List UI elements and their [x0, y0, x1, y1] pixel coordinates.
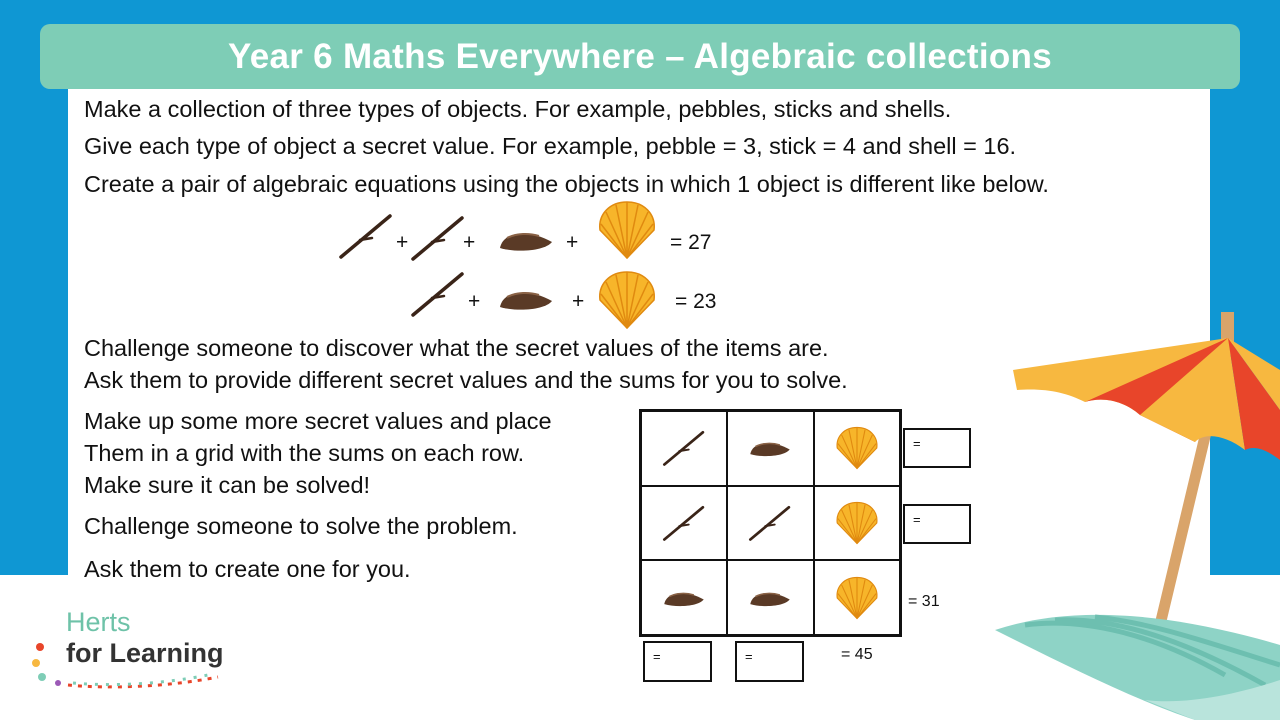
plus-sign: + [463, 231, 476, 254]
row-3-sum-label: = 31 [908, 593, 940, 610]
plus-sign: + [396, 231, 409, 254]
logo-herts: Herts [66, 607, 131, 637]
grid-text-line-3: Make sure it can be solved! [84, 472, 371, 498]
grid-cell-pebble [641, 560, 727, 635]
row-2-sum-box[interactable]: = [903, 504, 971, 544]
grid-cell-shell [814, 486, 900, 561]
col-3-sum-label: = 45 [841, 646, 873, 663]
title-banner [40, 24, 1240, 89]
pebble-icon [748, 587, 792, 609]
logo-for-learning: for Learning [66, 638, 224, 668]
stick-icon [410, 270, 466, 318]
shell-icon [834, 501, 880, 545]
col-1-sum-box[interactable]: = [643, 641, 712, 682]
grid-cell-stick [641, 411, 727, 486]
challenge-line-1: Challenge someone to discover what the secret values of the items are. [84, 335, 829, 361]
beach-towel-illustration [995, 605, 1280, 720]
stick-icon [662, 503, 706, 543]
intro-line-1: Make a collection of three types of objects. For example, pebbles, sticks and shells. [84, 96, 952, 122]
equation-1-result: = 27 [670, 231, 712, 254]
puzzle-grid [639, 409, 902, 637]
stick-icon [662, 428, 706, 468]
grid-cell-shell [814, 411, 900, 486]
grid-cell-stick [641, 486, 727, 561]
col-2-sum-box[interactable]: = [735, 641, 804, 682]
grid-cell-shell [814, 560, 900, 635]
grid-cell-pebble [727, 411, 813, 486]
challenge-line-2: Ask them to provide different secret values and the sums for you to solve. [84, 367, 848, 393]
row-1-sum-box[interactable]: = [903, 428, 971, 468]
stick-icon [338, 212, 394, 260]
pebble-icon [662, 587, 706, 609]
plus-sign: + [572, 290, 585, 313]
pebble-icon [497, 226, 555, 254]
pebble-icon [497, 285, 555, 313]
grid-cell-pebble [727, 560, 813, 635]
shell-icon [596, 270, 658, 330]
intro-line-2: Give each type of object a secret value. For example, pebble = 3, stick = 4 and shell = 16. [84, 133, 1017, 159]
grid-text-line-5: Ask them to create one for you. [84, 556, 411, 582]
stick-icon [410, 214, 466, 262]
plus-sign: + [468, 290, 481, 313]
page-title: Year 6 Maths Everywhere – Algebraic collections [227, 36, 1052, 76]
shell-icon [834, 576, 880, 620]
equation-2-result: = 23 [675, 290, 717, 313]
pebble-icon [748, 437, 792, 459]
shell-icon [596, 200, 658, 260]
grid-text-line-4: Challenge someone to solve the problem. [84, 513, 518, 539]
grid-text-line-2: Them in a grid with the sums on each row. [84, 440, 525, 466]
grid-text-line-1: Make up some more secret values and place [84, 408, 552, 434]
grid-cell-stick [727, 486, 813, 561]
intro-line-3: Create a pair of algebraic equations using the objects in which 1 object is different like below. [84, 171, 1049, 197]
plus-sign: + [566, 231, 579, 254]
shell-icon [834, 426, 880, 470]
stick-icon [748, 503, 792, 543]
beach-umbrella-illustration [1005, 310, 1280, 630]
